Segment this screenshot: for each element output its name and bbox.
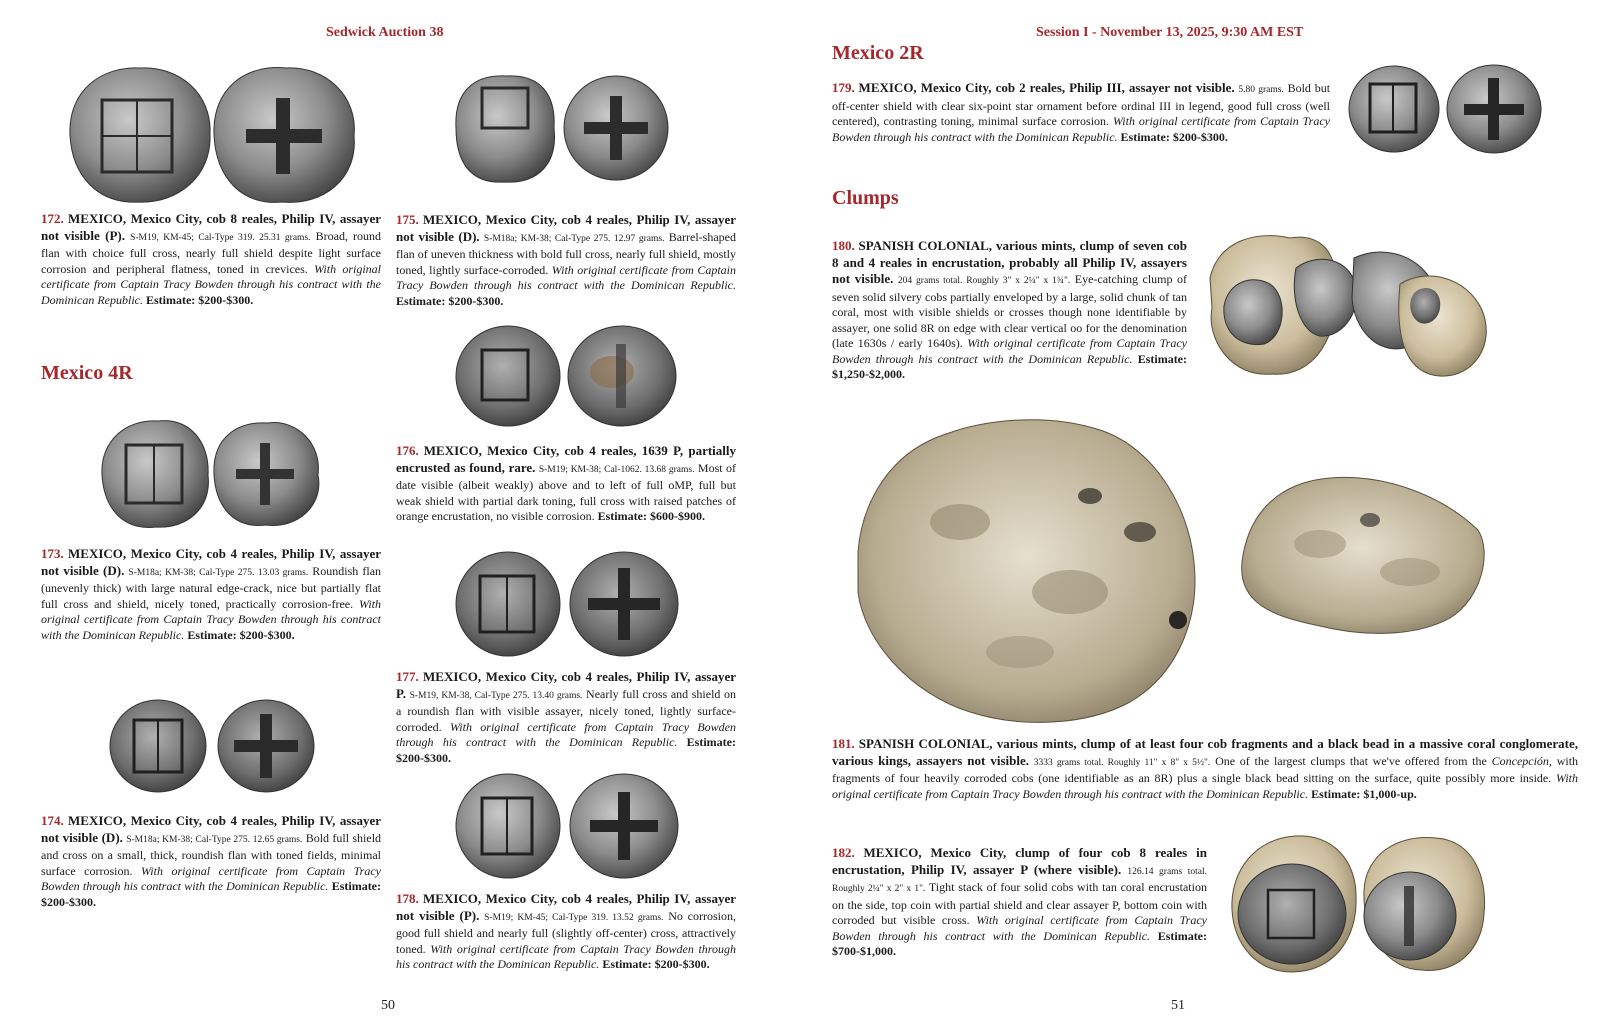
lot-number: 181.: [832, 736, 855, 751]
lot-references: S-M18a; KM-38; Cal-Type 275. 12.65 grams.: [126, 834, 303, 845]
running-head-right: Session I - November 13, 2025, 9:30 AM EST: [1036, 25, 1304, 40]
lot-182: [832, 845, 1207, 960]
page-number-right: 51: [1171, 998, 1185, 1013]
running-head-left: Sedwick Auction 38: [326, 25, 444, 40]
lot-description: Eye-catching clump of seven solid silvery cobs partially enveloped by a large, solid chunk of tan coral, most with visible shields or crosses though none identifiable by assayer, one solid 8R on edge with clear vertical oo for the denomination (late 1630s / early 1640s).: [832, 272, 1187, 350]
lot-173-coin-image: [96, 415, 328, 533]
lot-number: 176.: [396, 443, 419, 458]
lot-174-coin-image: [106, 696, 318, 796]
lot-176: [396, 443, 736, 525]
lot-references: S-M18a; KM-38; Cal-Type 275. 13.03 grams.: [128, 567, 309, 578]
lot-heading: MEXICO, Mexico City, cob 4 reales, Philip IV, assayer not visible (D).: [41, 546, 382, 578]
lot-certificate: With original certificate from Captain Tracy Bowden through his contract with the Dominican Republic.: [41, 596, 381, 642]
lot-number: 173.: [41, 546, 64, 561]
lot-180: [832, 238, 1187, 383]
lot-heading: SPANISH COLONIAL, various mints, clump of at least four cob fragments and a black bead in a massive coral conglomerate, various kings, assayers not visible.: [832, 736, 1578, 768]
lot-179: [832, 80, 1330, 145]
lot-number: 174.: [41, 813, 64, 828]
lot-certificate: With original certificate from Captain Tracy Bowden through his contract with the Dominican Republic.: [396, 262, 736, 292]
lot-references: 3333 grams total. Roughly 11" x 8" x 5½".: [1033, 757, 1211, 768]
lot-references: S-M19, KM-38, Cal-Type 275. 13.40 grams.: [409, 690, 583, 701]
section-heading-mexico-4r: Mexico 4R: [41, 362, 133, 384]
lot-references: S-M19; KM-38; Cal-1062. 13.68 grams.: [538, 464, 695, 475]
lot-174: [41, 813, 381, 910]
lot-number: 172.: [41, 211, 64, 226]
lot-176-coin-image: [452, 322, 680, 430]
lot-estimate: Estimate: $700-$1,000.: [832, 928, 1208, 958]
lot-180-clump-image: [1204, 228, 1494, 383]
lot-178: [396, 891, 736, 973]
lot-estimate: Estimate: $200-$300.: [396, 293, 504, 308]
right-page: [800, 0, 1600, 1034]
lot-description: Bold but off-center shield with clear six-point star ornament before ordinal III in legend, good full cross (well centered), contrasting toning, minimal surface corrosion.: [832, 81, 1331, 128]
lot-description: Tight stack of four solid cobs with tan coral encrustation on the side, top coin with partial shield and clear assayer P, bottom coin with corroded but visible cross.: [832, 880, 1207, 927]
lot-heading: MEXICO, Mexico City, cob 2 reales, Philip III, assayer not visible.: [858, 80, 1235, 95]
lot-179-coin-image: [1346, 62, 1546, 156]
lot-estimate: Estimate: $200-$300.: [396, 735, 736, 765]
lot-heading: MEXICO, Mexico City, cob 4 reales, Philip IV, assayer not visible (D).: [41, 813, 382, 845]
lot-references: S-M19; KM-45; Cal-Type 319. 13.52 grams.: [484, 912, 664, 923]
lot-number: 178.: [396, 891, 419, 906]
section-heading-mexico-2r: Mexico 2R: [832, 42, 924, 64]
lot-certificate: With original certificate from Captain Tracy Bowden through his contract with the Dominican Republic.: [396, 941, 736, 971]
lot-177-coin-image: [452, 548, 682, 660]
lot-number: 177.: [396, 669, 419, 684]
lot-description: Nearly full cross and shield on a roundish flan with visible assayer, nicely toned, lightly surface-corroded.: [396, 686, 737, 734]
lot-177: [396, 669, 736, 766]
lot-certificate: With original certificate from Captain Tracy Bowden through his contract with the Dominican Republic.: [396, 719, 736, 749]
lot-certificate: With original certificate from Captain Tracy Bowden through his contract with the Dominican Republic.: [832, 114, 1330, 144]
lot-heading: MEXICO, Mexico City, cob 4 reales, Philip IV, assayer not visible (P).: [396, 891, 737, 923]
lot-references: 126.14 grams total. Roughly 2¼" x 2" x 1".: [832, 866, 1208, 894]
lot-references: S-M19, KM-45; Cal-Type 319. 25.31 grams.: [130, 232, 311, 243]
lot-certificate: With original certificate from Captain Tracy Bowden through his contract with the Dominican Republic.: [41, 261, 381, 307]
lot-estimate: Estimate: $200-$300.: [41, 879, 382, 909]
lot-description: Bold full shield and cross on a small, thick, roundish flan with toned fields, minimal surface corrosion.: [41, 830, 382, 878]
lot-certificate: With original certificate from Captain Tracy Bowden through his contract with the Dominican Republic.: [41, 863, 381, 893]
lot-estimate: Estimate: $1,000-up.: [1311, 786, 1417, 801]
lot-references: S-M18a; KM-38; Cal-Type 275. 12.97 grams.: [483, 233, 665, 244]
lot-certificate: With original certificate from Captain Tracy Bowden through his contract with the Dominican Republic.: [832, 336, 1188, 366]
lot-references: 5.80 grams.: [1238, 85, 1284, 95]
lot-number: 175.: [396, 212, 419, 227]
lot-estimate: Estimate: $200-$300.: [145, 292, 254, 307]
page-number-left: 50: [381, 998, 395, 1013]
lot-description: Most of date visible (albeit weakly) above and to left of full oMP, full but weak shield with partial dark toning, full cross with raised patches of orange encrustation, no visible corrosion.: [396, 460, 737, 523]
lot-173: [41, 546, 381, 643]
lot-175: [396, 212, 736, 309]
lot-heading: SPANISH COLONIAL, various mints, clump of seven cob 8 and 4 reales in encrustation, probably all Philip IV, assayers not visible.: [832, 238, 1188, 286]
lot-estimate: Estimate: $200-$300.: [187, 627, 295, 642]
lot-number: 179.: [832, 80, 855, 95]
lot-172-coin-image: [62, 60, 362, 210]
lot-description: Broad, round flan with choice full cross, nearly full shield despite light surface corrosion and peripheral flatness, toned in crevices.: [41, 228, 382, 276]
lot-certificate: With original certificate from Captain Tracy Bowden through his contract with the Dominican Republic.: [832, 913, 1208, 943]
lot-description-continued: with fragments of four heavily corroded cobs (one identifiable as an 8R) plus a single black bead sitting on the surface, quite possibly more inside.: [832, 753, 1579, 785]
lot-175-coin-image: [450, 70, 672, 188]
lot-number: 182.: [832, 845, 855, 860]
lot-estimate: Estimate: $200-$300.: [602, 957, 710, 971]
lot-181: [832, 736, 1578, 802]
lot-description: Barrel-shaped flan of uneven thickness with bold full cross, nearly full shield, mostly toned, lightly surface-corroded.: [396, 229, 737, 277]
lot-172: [41, 211, 381, 308]
lot-heading: MEXICO, Mexico City, cob 4 reales, 1639 P, partially encrusted as found, rare.: [396, 443, 737, 475]
lot-estimate: Estimate: $200-$300.: [1120, 129, 1228, 144]
section-heading-clumps: Clumps: [832, 187, 899, 209]
lot-estimate: Estimate: $600-$900.: [597, 509, 705, 523]
lot-heading: MEXICO, Mexico City, cob 4 reales, Philip IV, assayer P.: [396, 669, 737, 701]
lot-heading: MEXICO, Mexico City, clump of four cob 8 reales in encrustation, Philip IV, assayer P (where visible).: [832, 845, 1208, 877]
lot-description: Roundish flan (unevenly thick) with large natural edge-crack, nice but partially flat full cross and shield, nicely toned, practically corrosion-free.: [41, 563, 382, 611]
lot-181-clump-image: [850, 412, 1490, 730]
lot-182-clump-image: [1226, 830, 1490, 978]
ship-name: Concepción,: [1491, 753, 1552, 768]
lot-certificate: With original certificate from Captain Tracy Bowden through his contract with the Dominican Republic.: [832, 771, 1579, 801]
lot-references: 204 grams total. Roughly 3" x 2¼" x 1¾".: [897, 276, 1071, 286]
lot-description: No corrosion, good full shield and nearly full (slightly off-center) cross, attractively toned.: [396, 908, 737, 956]
lot-heading: MEXICO, Mexico City, cob 8 reales, Philip IV, assayer not visible (P).: [41, 211, 382, 243]
lot-number: 180.: [832, 238, 855, 253]
lot-description: One of the largest clumps that we've offered from the: [1215, 753, 1487, 768]
lot-estimate: Estimate: $1,250-$2,000.: [832, 351, 1188, 381]
lot-heading: MEXICO, Mexico City, cob 4 reales, Philip IV, assayer not visible (D).: [396, 212, 737, 244]
lot-178-coin-image: [452, 770, 682, 882]
